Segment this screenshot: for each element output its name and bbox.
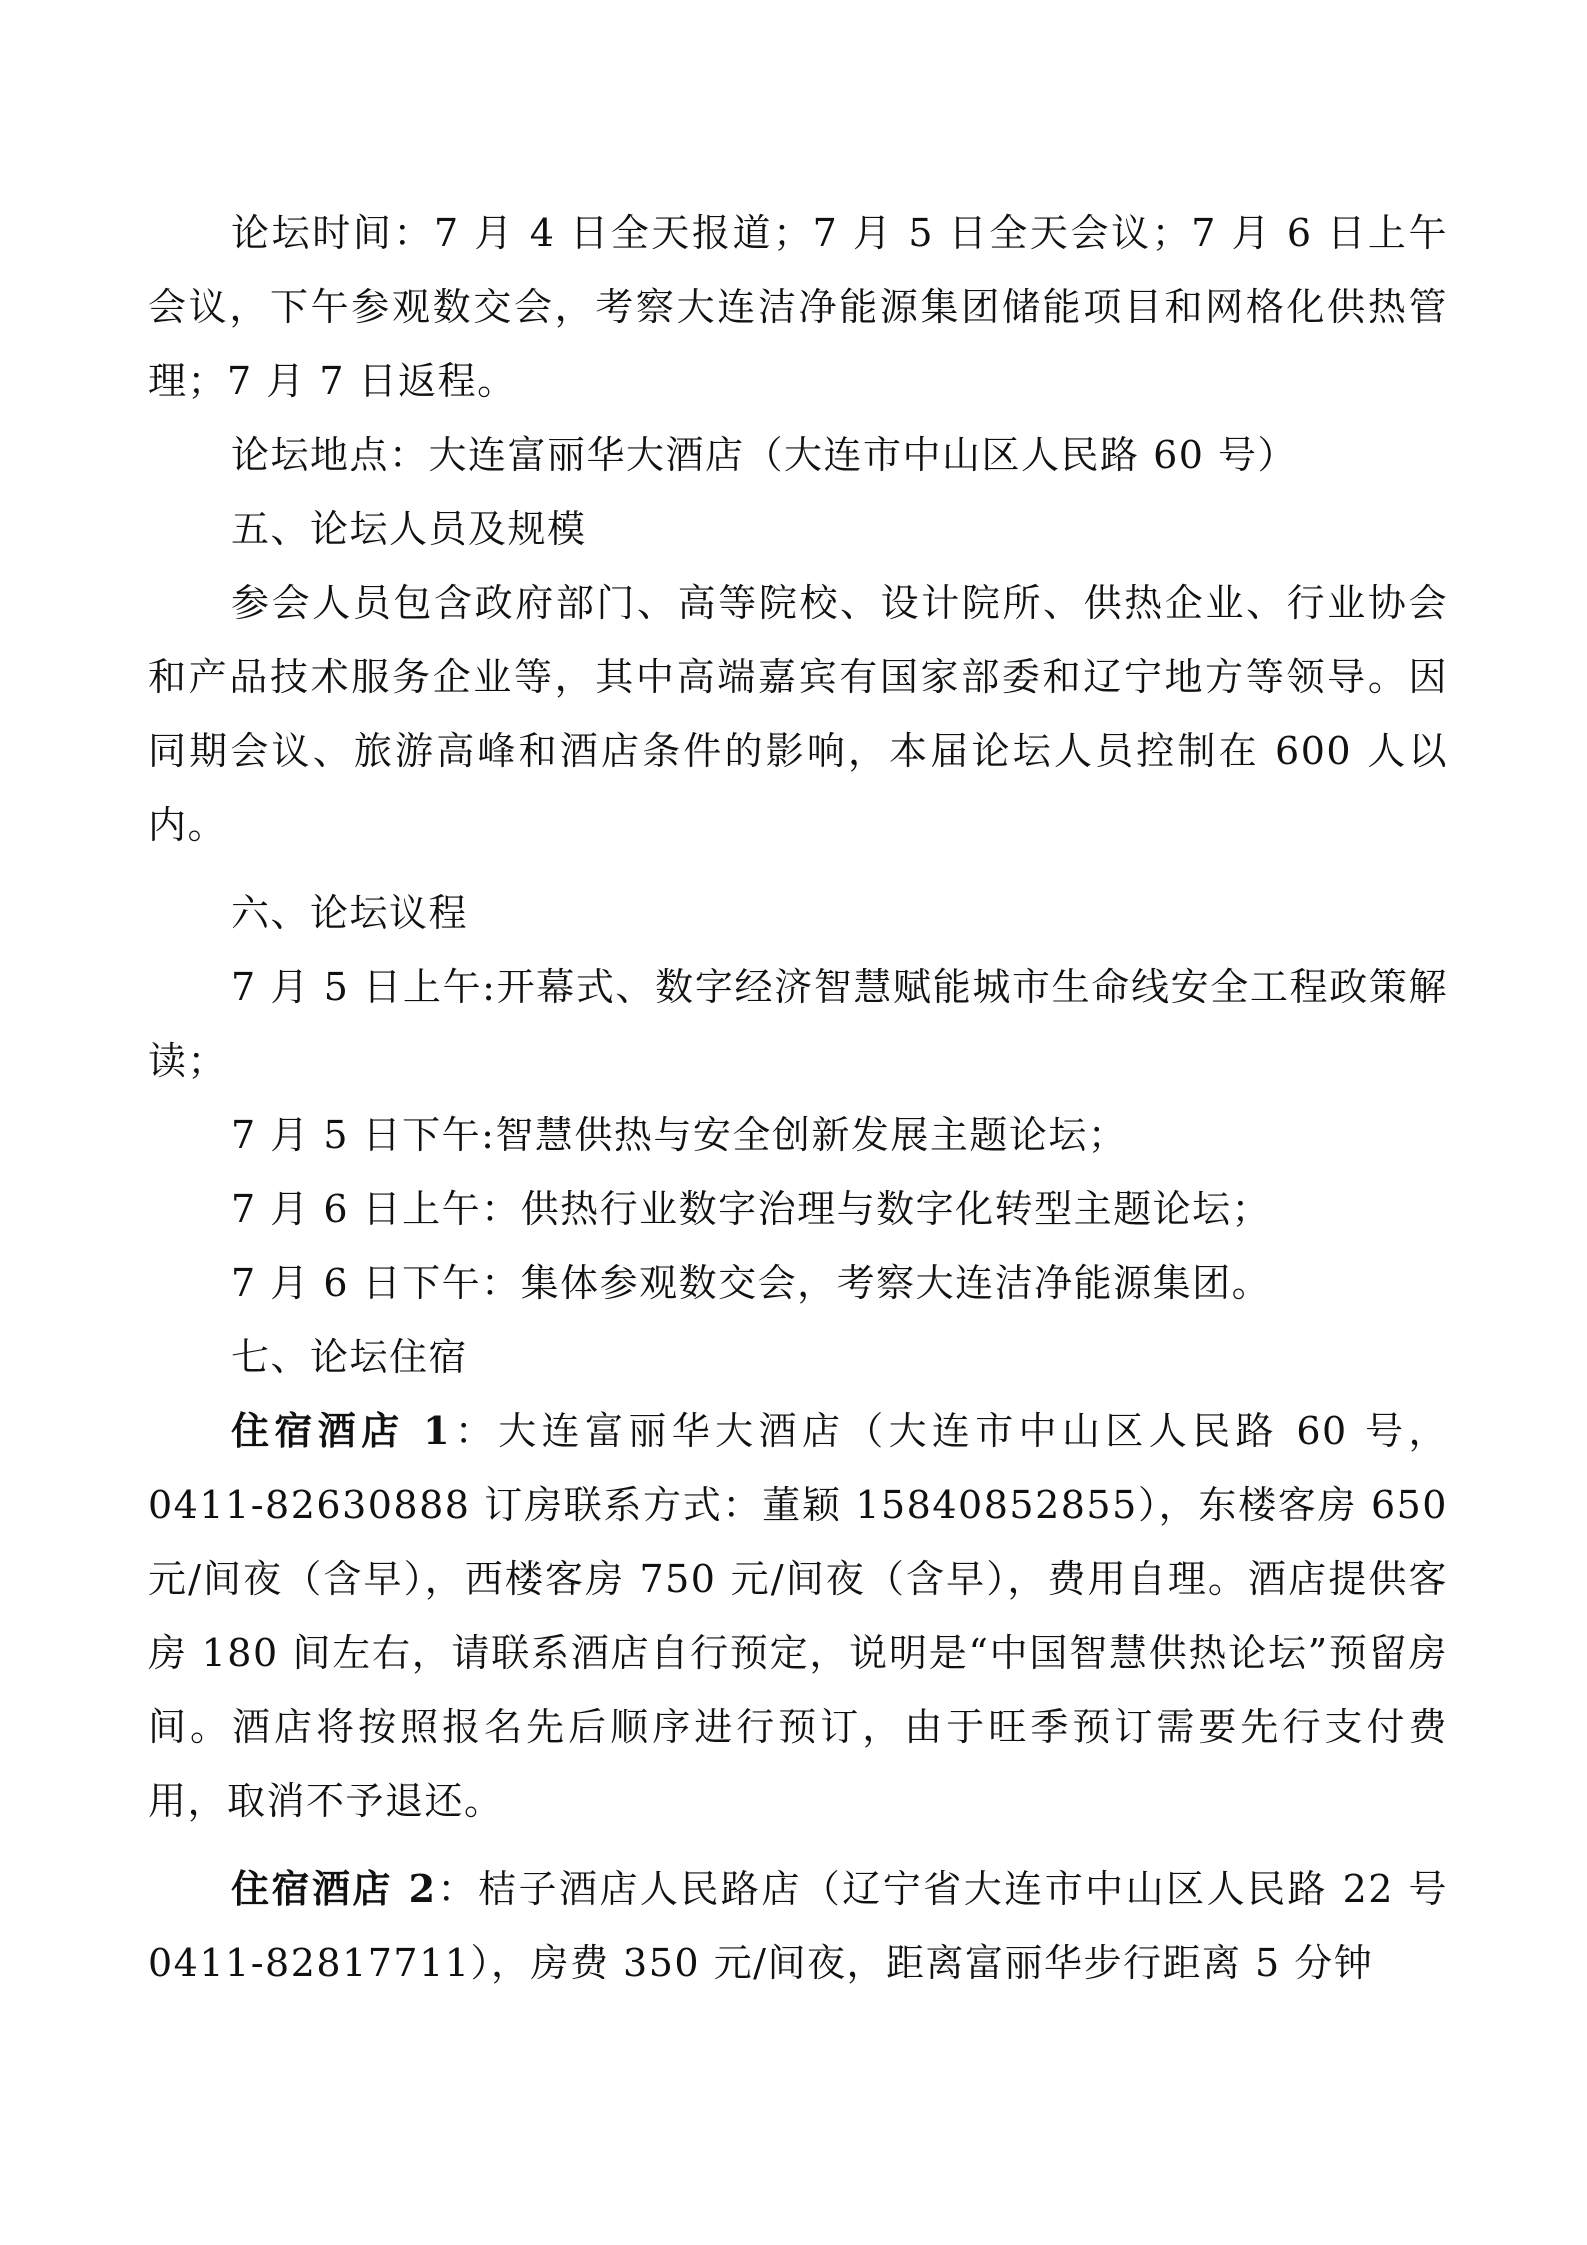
forum-time-paragraph: 论坛时间：7 月 4 日全天报道；7 月 5 日全天会议；7 月 6 日上午会议，下午参观数交会，考察大连洁净能源集团储能项目和网格化供热管理；7 月 7 日返程。 (148, 211, 1448, 403)
agenda-item: 7 月 5 日上午:开幕式、数字经济智慧赋能城市生命线安全工程政策解读； (148, 965, 1448, 1083)
section-heading-attendees: 五、论坛人员及规模 (231, 507, 587, 551)
section-heading-accommodation: 七、论坛住宿 (231, 1335, 469, 1379)
hotel-1-details: ：大连富丽华大酒店（大连市中山区人民路 60 号，0411-82630888 订房联系方式：董颖 15840852855），东楼客房 650 元/间夜（含早），西楼客房 750 元/间夜（含早），费用自理。酒店提供客房 180 间左右，请联系酒店自行预定，说明是“中国智慧供热论坛”预留房间。酒店将按照报名先后顺序进行预订，由于旺季预订需要先行支付费用，取消不予退还。 (148, 1409, 1449, 1823)
hotel-2-details: ：桔子酒店人民路店（辽宁省大连市中山区人民路 22 号 0411-82817711），房费 350 元/间夜，距离富丽华步行距离 5 分钟 (148, 1867, 1449, 1985)
agenda-item: 7 月 6 日上午：供热行业数字治理与数字化转型主题论坛； (231, 1187, 1272, 1231)
forum-venue-paragraph: 论坛地点：大连富丽华大酒店（大连市中山区人民路 60 号） (231, 433, 1298, 477)
agenda-item: 7 月 6 日下午：集体参观数交会，考察大连洁净能源集团。 (231, 1261, 1272, 1305)
hotel-2-label: 住宿酒店 2 (231, 1866, 437, 1911)
section-heading-agenda: 六、论坛议程 (231, 891, 469, 935)
hotel-1-label: 住宿酒店 1 (231, 1408, 452, 1453)
agenda-item: 7 月 5 日下午:智慧供热与安全创新发展主题论坛； (231, 1113, 1128, 1157)
attendees-paragraph: 参会人员包含政府部门、高等院校、设计院所、供热企业、行业协会和产品技术服务企业等，其中高端嘉宾有国家部委和辽宁地方等领导。因同期会议、旅游高峰和酒店条件的影响，本届论坛人员控制在 600 人以内。 (148, 581, 1448, 847)
hotel-2-paragraph (148, 1852, 1448, 2000)
document-body (148, 196, 1448, 2000)
hotel-1-paragraph (148, 1394, 1448, 1838)
